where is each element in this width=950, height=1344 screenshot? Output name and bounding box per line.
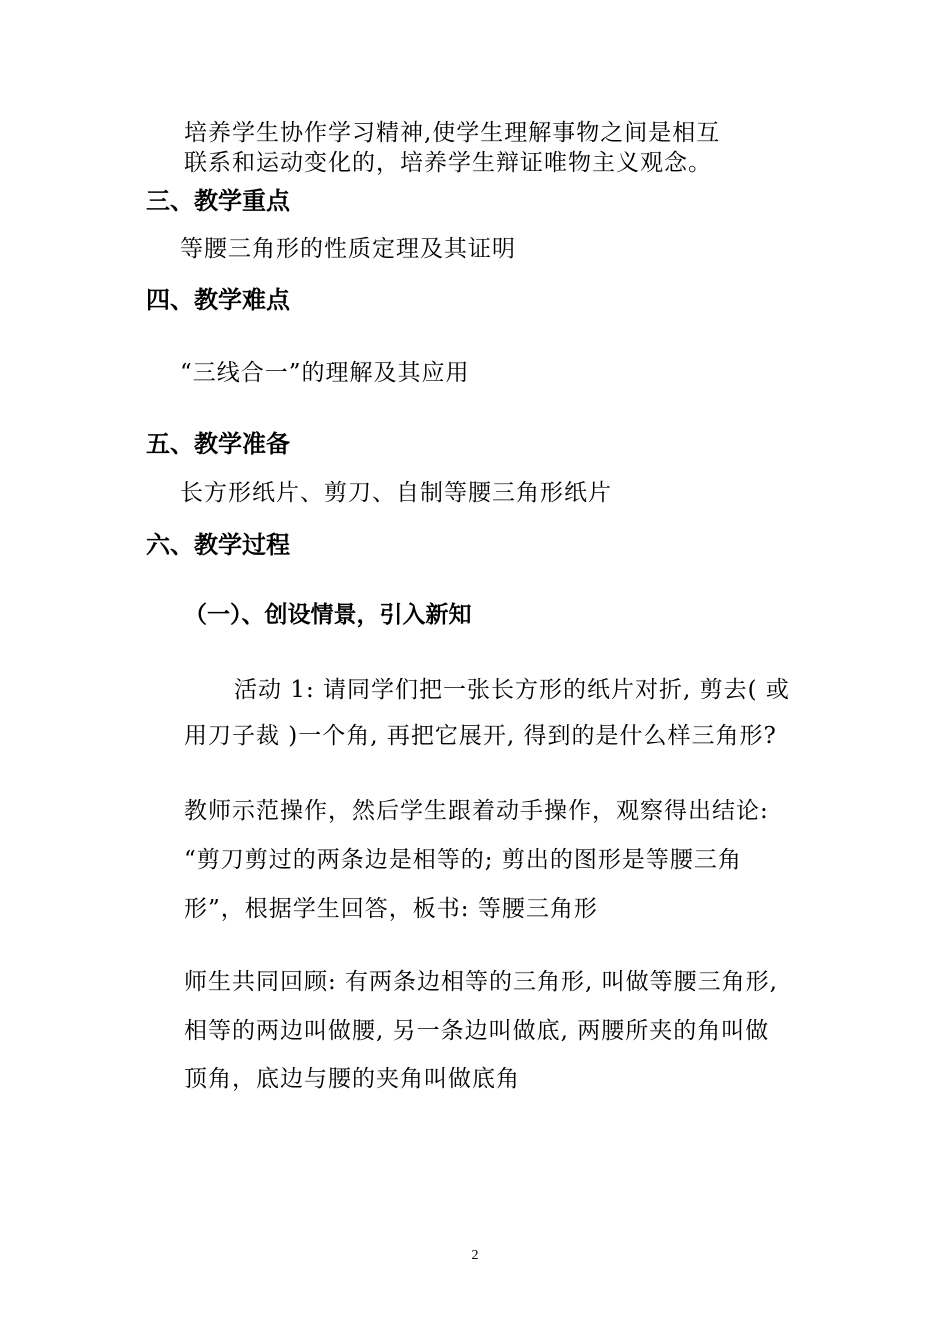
subsection-1-heading: （一）、创设情景，引入新知 [184,602,472,628]
section-4-heading: 四、教学难点 [146,286,290,314]
objectives-line-2: 联系和运动变化的，培养学生辩证唯物主义观念。 [184,150,712,176]
section-3-content: 等腰三角形的性质定理及其证明 [180,236,516,262]
section-5-content: 长方形纸片、剪刀、自制等腰三角形纸片 [180,480,612,506]
teacher-line-2: “剪刀剪过的两条边是相等的; 剪出的图形是等腰三角 [184,847,742,873]
activity-line-2: 用刀子裁 )一个角, 再把它展开, 得到的是什么样三角形? [184,723,777,749]
section-4-content: “三线合一”的理解及其应用 [180,360,470,386]
review-line-2: 相等的两边叫做腰, 另一条边叫做底, 两腰所夹的角叫做 [184,1018,770,1044]
section-6-heading: 六、教学过程 [146,531,290,559]
objectives-line-1: 培养学生协作学习精神,使学生理解事物之间是相互 [184,120,721,146]
teacher-line-1: 教师示范操作，然后学生跟着动手操作，观察得出结论: [184,798,769,824]
teacher-line-3: 形”，根据学生回答，板书: 等腰三角形 [184,896,598,922]
section-5-heading: 五、教学准备 [146,430,290,458]
review-line-3: 顶角，底边与腰的夹角叫做底角 [184,1066,520,1092]
section-3-heading: 三、教学重点 [146,187,290,215]
review-line-1: 师生共同回顾: 有两条边相等的三角形, 叫做等腰三角形, [184,969,778,995]
page-number: 2 [471,1248,479,1263]
activity-line-1: 活动 1: 请同学们把一张长方形的纸片对折, 剪去( 或 [234,677,790,703]
